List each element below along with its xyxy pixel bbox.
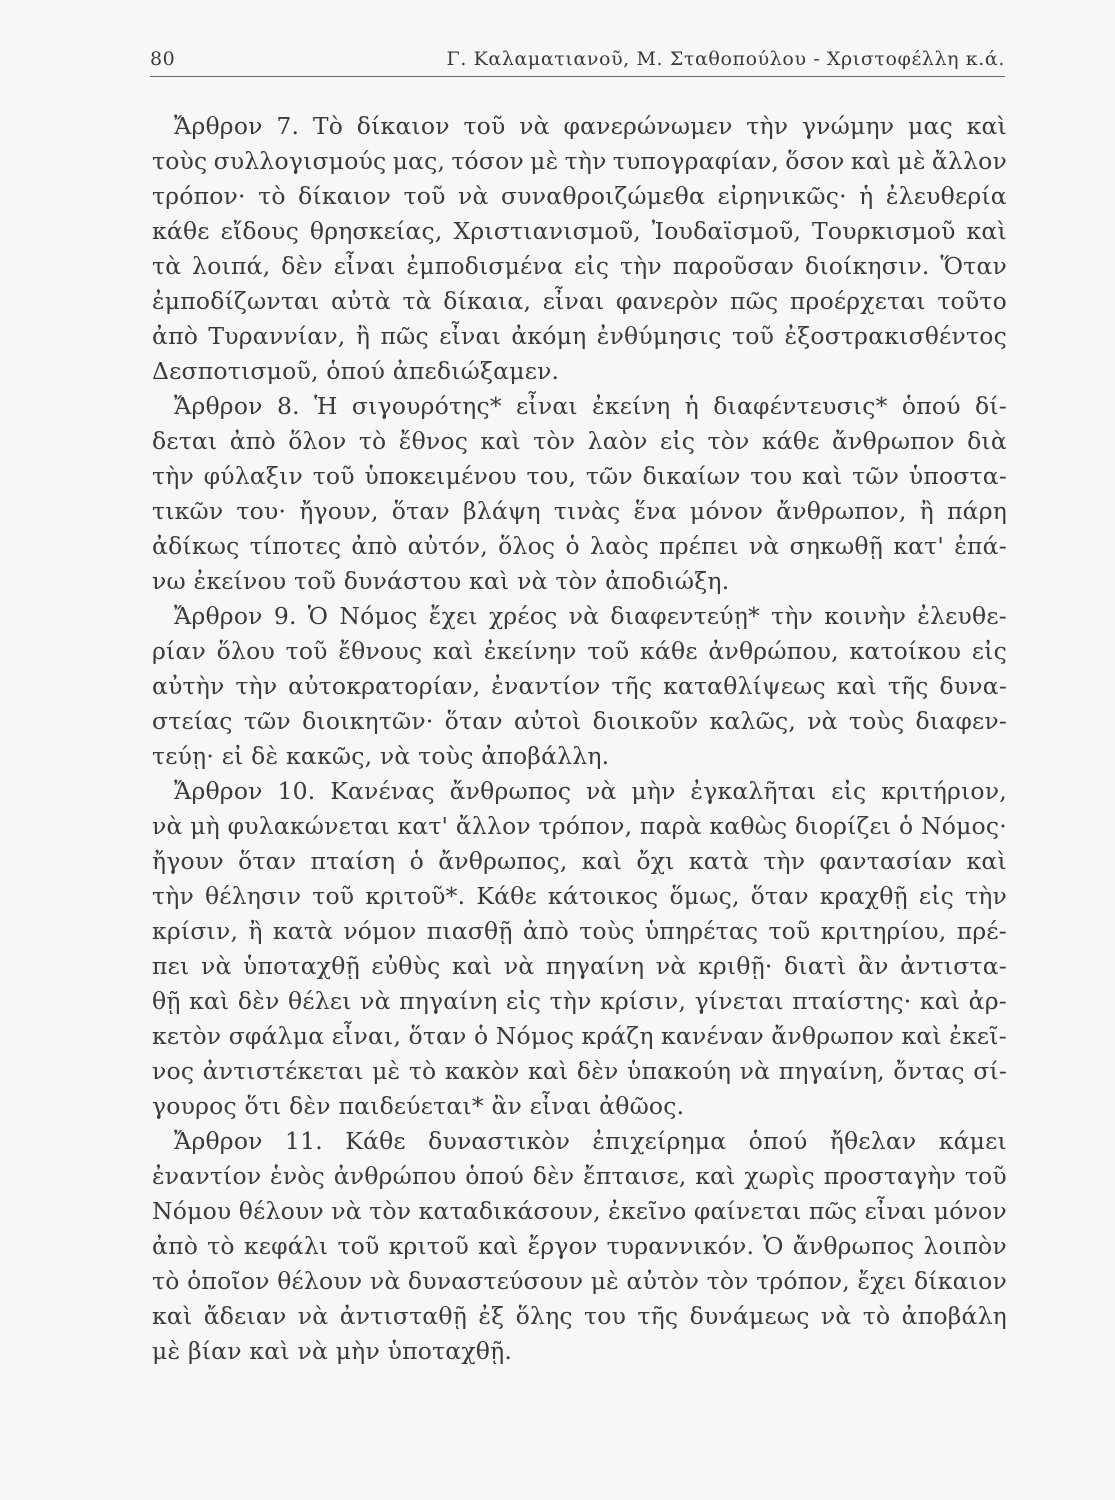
- text-line: γουρος ὅτι δὲν παιδεύεται* ἂν εἶναι ἀθῶος.: [152, 1092, 685, 1120]
- text-line: στείας τῶν διοικητῶν· ὅταν αὐτοὶ διοικοῦν καλῶς, νὰ τοὺς διαφεν-: [152, 707, 1007, 735]
- text-line: μὲ βίαν καὶ νὰ μὴν ὑποταχθῇ.: [152, 1337, 513, 1365]
- text-line: Ἄρθρον 7. Τὸ δίκαιον τοῦ νὰ φανερώνωμεν τὴν γνώμην μας καὶ: [174, 112, 1007, 140]
- text-line: Ἄρθρον 8. Ἡ σιγουρότης* εἶναι ἐκείνη ἡ διαφέντευσις* ὁπού δί-: [174, 392, 1007, 420]
- text-line: τὴν θέλησιν τοῦ κριτοῦ*. Κάθε κάτοικος ὅμως, ὅταν κραχθῇ εἰς τὴν: [152, 882, 1007, 910]
- text-line: ἀδίκως τίποτες ἀπὸ αὐτόν, ὅλος ὁ λαὸς πρέπει νὰ σηκωθῇ κατ' ἐπά-: [152, 532, 1007, 560]
- text-line: Ἄρθρον 11. Κάθε δυναστικὸν ἐπιχείρημα ὁπού ἤθελαν κάμει: [174, 1127, 1007, 1155]
- page-header: [150, 44, 1005, 77]
- text-line: νω ἐκείνου τοῦ δυνάστου καὶ νὰ τὸν ἀποδιώξη.: [152, 567, 730, 595]
- text-line: Ἄρθρον 9. Ὁ Νόμος ἔχει χρέος νὰ διαφεντεύῃ* τὴν κοινὴν ἐλευθε-: [174, 602, 1007, 630]
- text-line: ρίαν ὅλου τοῦ ἔθνους καὶ ἐκείνην τοῦ κάθε ἀνθρώπου, κατοίκου εἰς: [152, 637, 1007, 665]
- text-line: δεται ἀπὸ ὅλον τὸ ἔθνος καὶ τὸν λαὸν εἰς τὸν κάθε ἄνθρωπον διὰ: [152, 427, 1007, 455]
- text-line: θῇ καὶ δὲν θέλει νὰ πηγαίνη εἰς τὴν κρίσιν, γίνεται πταίστης· καὶ ἀρ-: [152, 987, 1007, 1015]
- text-line: ἐναντίον ἑνὸς ἀνθρώπου ὁπού δὲν ἔπταισε, καὶ χωρὶς προσταγὴν τοῦ: [152, 1162, 1007, 1190]
- text-line: καὶ ἄδειαν νὰ ἀντισταθῇ ἐξ ὅλης του τῆς δυνάμεως νὰ τὸ ἀποβάλη: [152, 1302, 1007, 1330]
- text-line: Δεσποτισμοῦ, ὁπού ἀπεδιώξαμεν.: [152, 357, 560, 385]
- text-line: Ἄρθρον 10. Κανένας ἄνθρωπος νὰ μὴν ἐγκαλῆται εἰς κριτήριον,: [174, 777, 1007, 805]
- text-line: αὐτὴν τὴν αὐτοκρατορίαν, ἐναντίον τῆς καταθλίψεως καὶ τῆς δυνα-: [152, 672, 1007, 700]
- running-head: Γ. Καλαματιανοῦ, Μ. Σταθοπούλου - Χριστοφέλλη κ.ά.: [446, 48, 1005, 70]
- text-line: τεύῃ· εἰ δὲ κακῶς, νὰ τοὺς ἀποβάλλη.: [152, 742, 610, 770]
- text-line: ἀπὸ τὸ κεφάλι τοῦ κριτοῦ καὶ ἔργον τυραννικόν. Ὁ ἄνθρωπος λοιπὸν: [152, 1232, 1007, 1260]
- page-number: 80: [150, 48, 176, 70]
- text-line: Νόμου θέλουν νὰ τὸν καταδικάσουν, ἐκεῖνο φαίνεται πῶς εἶναι μόνον: [152, 1197, 1007, 1225]
- text-line: τρόπον· τὸ δίκαιον τοῦ νὰ συναθροιζώμεθα εἰρηνικῶς· ἡ ἐλευθερία: [152, 182, 1007, 210]
- text-line: νος ἀντιστέκεται μὲ τὸ κακὸν καὶ δὲν ὑπακούη νὰ πηγαίνη, ὄντας σί-: [152, 1057, 1007, 1085]
- text-line: τοὺς συλλογισμούς μας, τόσον μὲ τὴν τυπογραφίαν, ὅσον καὶ μὲ ἄλλον: [152, 147, 1007, 175]
- text-line: τὴν φύλαξιν τοῦ ὑποκειμένου του, τῶν δικαίων του καὶ τῶν ὑποστα-: [152, 462, 1007, 490]
- text-line: νὰ μὴ φυλακώνεται κατ' ἄλλον τρόπον, παρὰ καθὼς διορίζει ὁ Νόμος·: [152, 812, 1007, 840]
- text-line: τικῶν του· ἤγουν, ὅταν βλάψη τινὰς ἕνα μόνον ἄνθρωπον, ἢ πάρη: [152, 497, 1007, 525]
- text-line: πει νὰ ὑποταχθῇ εὐθὺς καὶ νὰ πηγαίνη νὰ κριθῇ· διατὶ ἂν ἀντιστα-: [152, 952, 1007, 980]
- text-line: κετὸν σφάλμα εἶναι, ὅταν ὁ Νόμος κράζη κανέναν ἄνθρωπον καὶ ἐκεῖ-: [152, 1022, 1007, 1050]
- text-line: ἤγουν ὅταν πταίση ὁ ἄνθρωπος, καὶ ὄχι κατὰ τὴν φαντασίαν καὶ: [152, 847, 1007, 875]
- text-line: ἐμποδίζωνται αὐτὰ τὰ δίκαια, εἶναι φανερὸν πῶς προέρχεται τοῦτο: [152, 287, 1007, 315]
- text-line: τὰ λοιπά, δὲν εἶναι ἐμποδισμένα εἰς τὴν παροῦσαν διοίκησιν. Ὅταν: [152, 252, 1007, 280]
- text-line: κρίσιν, ἢ κατὰ νόμον πιασθῇ ἀπὸ τοὺς ὑπηρέτας τοῦ κριτηρίου, πρέ-: [152, 917, 1007, 945]
- text-line: τὸ ὁποῖον θέλουν νὰ δυναστεύσουν μὲ αὐτὸν τὸν τρόπον, ἔχει δίκαιον: [152, 1267, 1007, 1295]
- body-text: [152, 109, 1007, 1369]
- text-line: κάθε εἴδους θρησκείας, Χριστιανισμοῦ, Ἰουδαϊσμοῦ, Τουρκισμοῦ καὶ: [152, 217, 1007, 245]
- text-line: ἀπὸ Τυραννίαν, ἢ πῶς εἶναι ἀκόμη ἐνθύμησις τοῦ ἐξοστρακισθέντος: [152, 322, 1007, 350]
